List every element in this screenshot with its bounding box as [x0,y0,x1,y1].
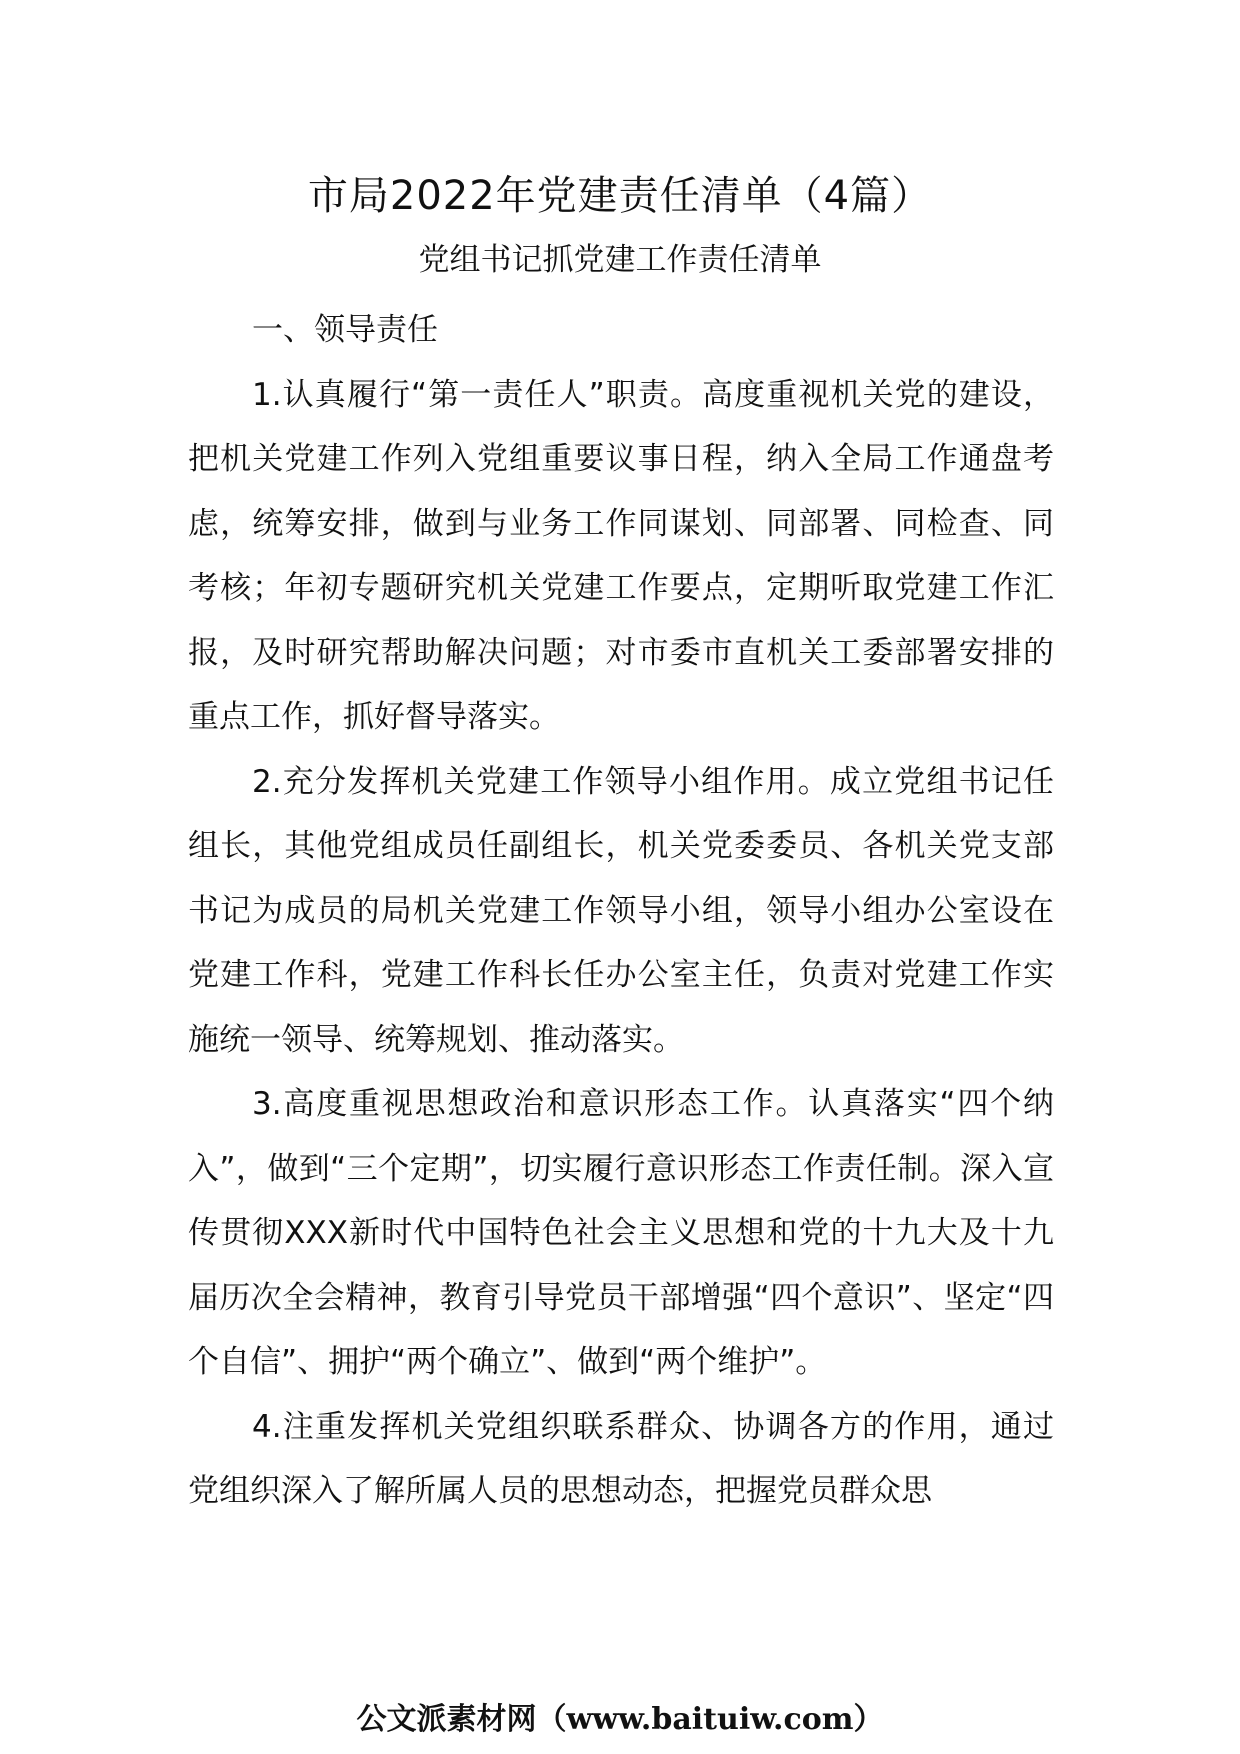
document-body [188,298,1054,1524]
document-subtitle: 党组书记抓党建工作责任清单 [418,242,822,278]
paragraph-2: 2.充分发挥机关党建工作领导小组作用。成立党组书记任组长，其他党组成员任副组长，机关党委委员、各机关党支部书记为成员的局机关党建工作领导小组，领导小组办公室设在党建工作科，党建工作科长任办公室主任，负责对党建工作实施统一领导、统筹规划、推动落实。 [188,763,1054,1058]
paragraph-1: 1.认真履行“第一责任人”职责。高度重视机关党的建设，把机关党建工作列入党组重要议事日程，纳入全局工作通盘考虑，统筹安排，做到与业务工作同谋划、同部署、同检查、同考核；年初专题研究机关党建工作要点，定期听取党建工作汇报，及时研究帮助解决问题；对市委市直机关工委部署安排的重点工作，抓好督导落实。 [188,376,1054,735]
footer-watermark: 公文派素材网（www.baituiw.com） [356,1702,884,1737]
document-title: 市局2022年党建责任清单（4篇） [307,173,933,219]
section-heading: 一、领导责任 [252,312,438,348]
paragraph-3: 3.高度重视思想政治和意识形态工作。认真落实“四个纳入”，做到“三个定期”，切实履行意识形态工作责任制。深入宣传贯彻XXX新时代中国特色社会主义思想和党的十九大及十九届历次全会精神，教育引导党员干部增强“四个意识”、坚定“四个自信”、拥护“两个确立”、做到“两个维护”。 [188,1086,1054,1380]
paragraph-4: 4.注重发挥机关党组织联系群众、协调各方的作用，通过党组织深入了解所属人员的思想动态，把握党员群众思 [188,1408,1054,1509]
